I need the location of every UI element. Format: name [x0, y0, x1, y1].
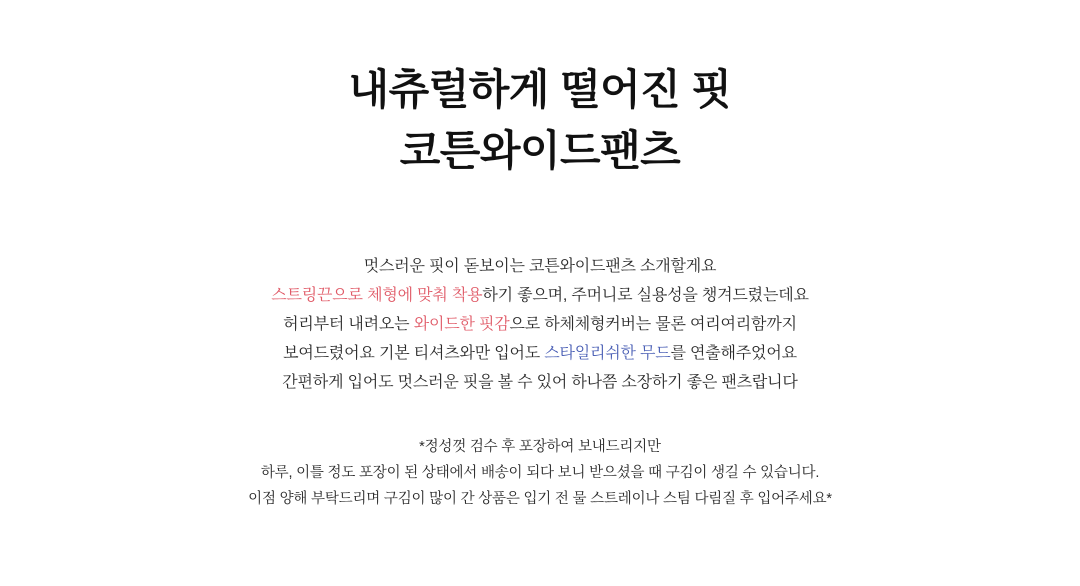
title-line-1: 내츄럴하게 떨어진 핏 [348, 66, 732, 113]
page-title [0, 60, 1080, 182]
description-line-5: 간편하게 입어도 멋스러운 핏을 볼 수 있어 하나쯤 소장하기 좋은 팬츠랍니다 [282, 374, 798, 392]
description-line-4-highlight: 스타일리쉬한 무드 [544, 345, 671, 363]
description-line-2-rest: 하기 좋으며, 주머니로 실용성을 챙겨드렸는데요 [482, 287, 809, 305]
description-line-2 [0, 281, 1080, 310]
title-line-2: 코튼와이드팬츠 [399, 126, 681, 174]
description-line-4-start: 보여드렸어요 기본 티셔츠와만 입어도 [283, 345, 545, 363]
description-line-3-start: 허리부터 내려오는 [283, 316, 414, 334]
notice-line-3: 이점 양해 부탁드리며 구김이 많이 간 상품은 입기 전 물 스트레이나 스팀 다림질 후 입어주세요* [248, 490, 832, 507]
description-line-1: 멋스러운 핏이 돋보이는 코튼와이드팬츠 소개할게요 [363, 258, 717, 275]
product-description-text [0, 252, 1080, 398]
description-line-3-end: 으로 하체체형커버는 물론 여리여리함까지 [509, 316, 797, 334]
description-line-2-highlight: 스트링끈으로 체형에 맞춰 착용 [271, 287, 483, 305]
description-line-4-end: 를 연출해주었어요 [670, 345, 797, 363]
notice-line-2: 하루, 이틀 정도 포장이 된 상태에서 배송이 되다 보니 받으셨을 때 구김이 생길 수 있습니다. [260, 464, 820, 481]
description-line-4 [0, 339, 1080, 368]
notice-line-1: *정성껏 검수 후 포장하여 보내드리지만 [419, 439, 661, 455]
description-line-3 [0, 310, 1080, 339]
shipping-notice [0, 435, 1080, 512]
description-line-3-highlight: 와이드한 핏감 [413, 316, 510, 334]
